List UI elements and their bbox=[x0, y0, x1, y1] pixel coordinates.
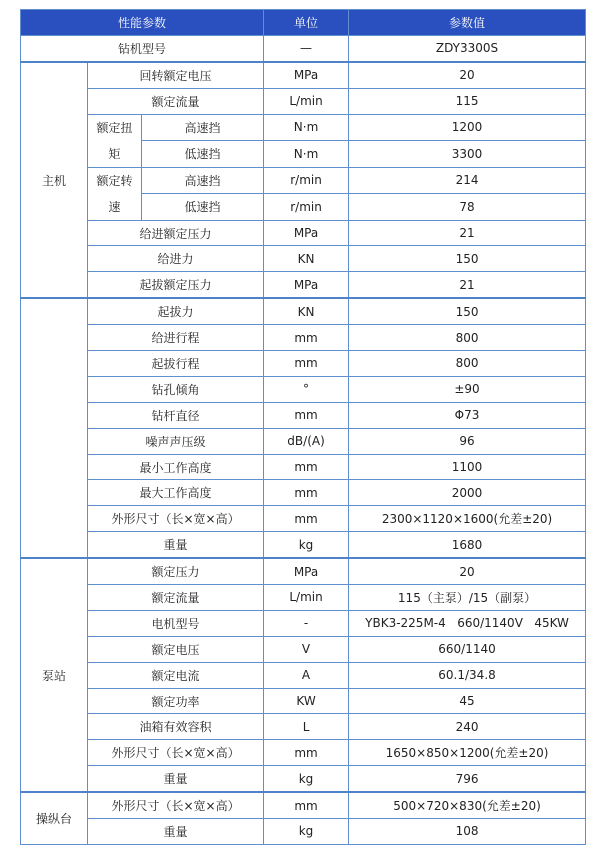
unit-cell: V bbox=[264, 636, 349, 662]
model-row bbox=[21, 35, 586, 61]
table-row bbox=[21, 610, 586, 636]
param-label: 重量 bbox=[88, 532, 264, 558]
unit-cell: mm bbox=[264, 506, 349, 532]
table-row bbox=[21, 766, 586, 792]
unit-cell: ° bbox=[264, 376, 349, 402]
table-row bbox=[21, 351, 586, 377]
value-cell: 78 bbox=[349, 194, 586, 221]
group-label-main-continued bbox=[21, 298, 88, 558]
value-cell: 2300×1120×1600(允差±20) bbox=[349, 506, 586, 532]
param-label: 高速挡 bbox=[142, 114, 264, 141]
unit-cell: KN bbox=[264, 246, 349, 272]
param-label: 重量 bbox=[88, 766, 264, 792]
unit-cell: mm bbox=[264, 402, 349, 428]
unit-cell: L bbox=[264, 714, 349, 740]
value-cell: 1680 bbox=[349, 532, 586, 558]
sublabel-line: 额定扭 bbox=[96, 120, 133, 135]
unit-cell: mm bbox=[264, 792, 349, 818]
unit-cell: kg bbox=[264, 532, 349, 558]
table-row bbox=[21, 819, 586, 845]
value-cell: 150 bbox=[349, 298, 586, 324]
unit-cell: N·m bbox=[264, 141, 349, 168]
spec-table bbox=[20, 9, 586, 845]
value-cell: Φ73 bbox=[349, 402, 586, 428]
param-label: 高速挡 bbox=[142, 167, 264, 194]
param-label: 外形尺寸（长×宽×高） bbox=[88, 506, 264, 532]
unit-cell: dB/(A) bbox=[264, 428, 349, 454]
value-cell: 60.1/34.8 bbox=[349, 662, 586, 688]
param-label: 额定压力 bbox=[88, 558, 264, 584]
value-cell: 45 bbox=[349, 688, 586, 714]
value-cell: 800 bbox=[349, 351, 586, 377]
unit-cell: kg bbox=[264, 819, 349, 845]
value-cell: 115 bbox=[349, 88, 586, 114]
param-label: 低速挡 bbox=[142, 141, 264, 168]
param-label: 油箱有效容积 bbox=[88, 714, 264, 740]
unit-cell: MPa bbox=[264, 272, 349, 298]
sublabel-rated-speed bbox=[88, 167, 142, 220]
unit-cell: MPa bbox=[264, 62, 349, 88]
param-label: 给进力 bbox=[88, 246, 264, 272]
value-cell: 2000 bbox=[349, 480, 586, 506]
param-label: 起拔行程 bbox=[88, 351, 264, 377]
value-cell: 660/1140 bbox=[349, 636, 586, 662]
unit-cell: KN bbox=[264, 298, 349, 324]
param-label: 起拔力 bbox=[88, 298, 264, 324]
param-label: 给进行程 bbox=[88, 325, 264, 351]
table-row bbox=[21, 220, 586, 246]
unit-cell: mm bbox=[264, 325, 349, 351]
header-value: 参数值 bbox=[349, 10, 586, 36]
unit-cell: r/min bbox=[264, 194, 349, 221]
sublabel-line: 速 bbox=[108, 199, 121, 214]
param-label: 额定电压 bbox=[88, 636, 264, 662]
unit-cell: mm bbox=[264, 480, 349, 506]
header-param: 性能参数 bbox=[21, 10, 264, 36]
table-row bbox=[21, 428, 586, 454]
group-label-main: 主机 bbox=[21, 62, 88, 298]
unit-cell: KW bbox=[264, 688, 349, 714]
param-label: 重量 bbox=[88, 819, 264, 845]
unit-cell: - bbox=[264, 610, 349, 636]
value-cell: 796 bbox=[349, 766, 586, 792]
table-row bbox=[21, 636, 586, 662]
table-row bbox=[21, 402, 586, 428]
value-cell: 21 bbox=[349, 220, 586, 246]
table-row bbox=[21, 480, 586, 506]
table-row bbox=[21, 167, 586, 194]
param-label: 外形尺寸（长×宽×高） bbox=[88, 740, 264, 766]
table-row bbox=[21, 585, 586, 611]
table-row bbox=[21, 376, 586, 402]
value-cell: 20 bbox=[349, 62, 586, 88]
value-cell: 240 bbox=[349, 714, 586, 740]
param-label: 低速挡 bbox=[142, 194, 264, 221]
unit-cell: mm bbox=[264, 351, 349, 377]
unit-cell: A bbox=[264, 662, 349, 688]
param-label: 钻杆直径 bbox=[88, 402, 264, 428]
value-cell: 1100 bbox=[349, 454, 586, 480]
value-cell: 96 bbox=[349, 428, 586, 454]
value-cell: 115（主泵）/15（副泵） bbox=[349, 585, 586, 611]
value-cell: 108 bbox=[349, 819, 586, 845]
param-label: 钻孔倾角 bbox=[88, 376, 264, 402]
unit-cell: N·m bbox=[264, 114, 349, 141]
unit-cell: mm bbox=[264, 454, 349, 480]
unit-cell: MPa bbox=[264, 220, 349, 246]
unit-cell: — bbox=[264, 35, 349, 61]
unit-cell: L/min bbox=[264, 88, 349, 114]
param-label: 起拔额定压力 bbox=[88, 272, 264, 298]
value-cell: 500×720×830(允差±20) bbox=[349, 792, 586, 818]
param-label: 噪声声压级 bbox=[88, 428, 264, 454]
table-row bbox=[21, 62, 586, 88]
param-label: 回转额定电压 bbox=[88, 62, 264, 88]
value-cell: YBK3-225M-4 660/1140V 45KW bbox=[349, 610, 586, 636]
value-cell: 20 bbox=[349, 558, 586, 584]
group-label-pump: 泵站 bbox=[21, 558, 88, 792]
param-label: 额定流量 bbox=[88, 585, 264, 611]
param-label: 外形尺寸（长×宽×高） bbox=[88, 792, 264, 818]
table-row bbox=[21, 532, 586, 558]
value-cell: 1200 bbox=[349, 114, 586, 141]
table-row bbox=[21, 792, 586, 818]
unit-cell: kg bbox=[264, 766, 349, 792]
param-label: 额定功率 bbox=[88, 688, 264, 714]
table-row bbox=[21, 454, 586, 480]
unit-cell: r/min bbox=[264, 167, 349, 194]
table-row bbox=[21, 114, 586, 141]
param-label: 电机型号 bbox=[88, 610, 264, 636]
table-row bbox=[21, 558, 586, 584]
table-row bbox=[21, 298, 586, 324]
table-row bbox=[21, 272, 586, 298]
header-unit: 单位 bbox=[264, 10, 349, 36]
param-label: 额定流量 bbox=[88, 88, 264, 114]
unit-cell: MPa bbox=[264, 558, 349, 584]
value-cell: 1650×850×1200(允差±20) bbox=[349, 740, 586, 766]
sublabel-rated-torque bbox=[88, 114, 142, 167]
param-label: 钻机型号 bbox=[21, 35, 264, 61]
table-row bbox=[21, 662, 586, 688]
table-row bbox=[21, 688, 586, 714]
value-cell: ZDY3300S bbox=[349, 35, 586, 61]
table-row bbox=[21, 88, 586, 114]
sublabel-line: 矩 bbox=[108, 146, 121, 161]
param-label: 给进额定压力 bbox=[88, 220, 264, 246]
param-label: 最大工作高度 bbox=[88, 480, 264, 506]
value-cell: 800 bbox=[349, 325, 586, 351]
sublabel-line: 额定转 bbox=[96, 173, 133, 188]
param-label: 最小工作高度 bbox=[88, 454, 264, 480]
param-label: 额定电流 bbox=[88, 662, 264, 688]
table-row bbox=[21, 246, 586, 272]
value-cell: 3300 bbox=[349, 141, 586, 168]
table-row bbox=[21, 740, 586, 766]
value-cell: 214 bbox=[349, 167, 586, 194]
group-label-console: 操纵台 bbox=[21, 792, 88, 844]
table-row bbox=[21, 506, 586, 532]
header-row bbox=[21, 10, 586, 36]
table-row bbox=[21, 325, 586, 351]
value-cell: 21 bbox=[349, 272, 586, 298]
unit-cell: L/min bbox=[264, 585, 349, 611]
unit-cell: mm bbox=[264, 740, 349, 766]
value-cell: 150 bbox=[349, 246, 586, 272]
value-cell: ±90 bbox=[349, 376, 586, 402]
table-row bbox=[21, 714, 586, 740]
